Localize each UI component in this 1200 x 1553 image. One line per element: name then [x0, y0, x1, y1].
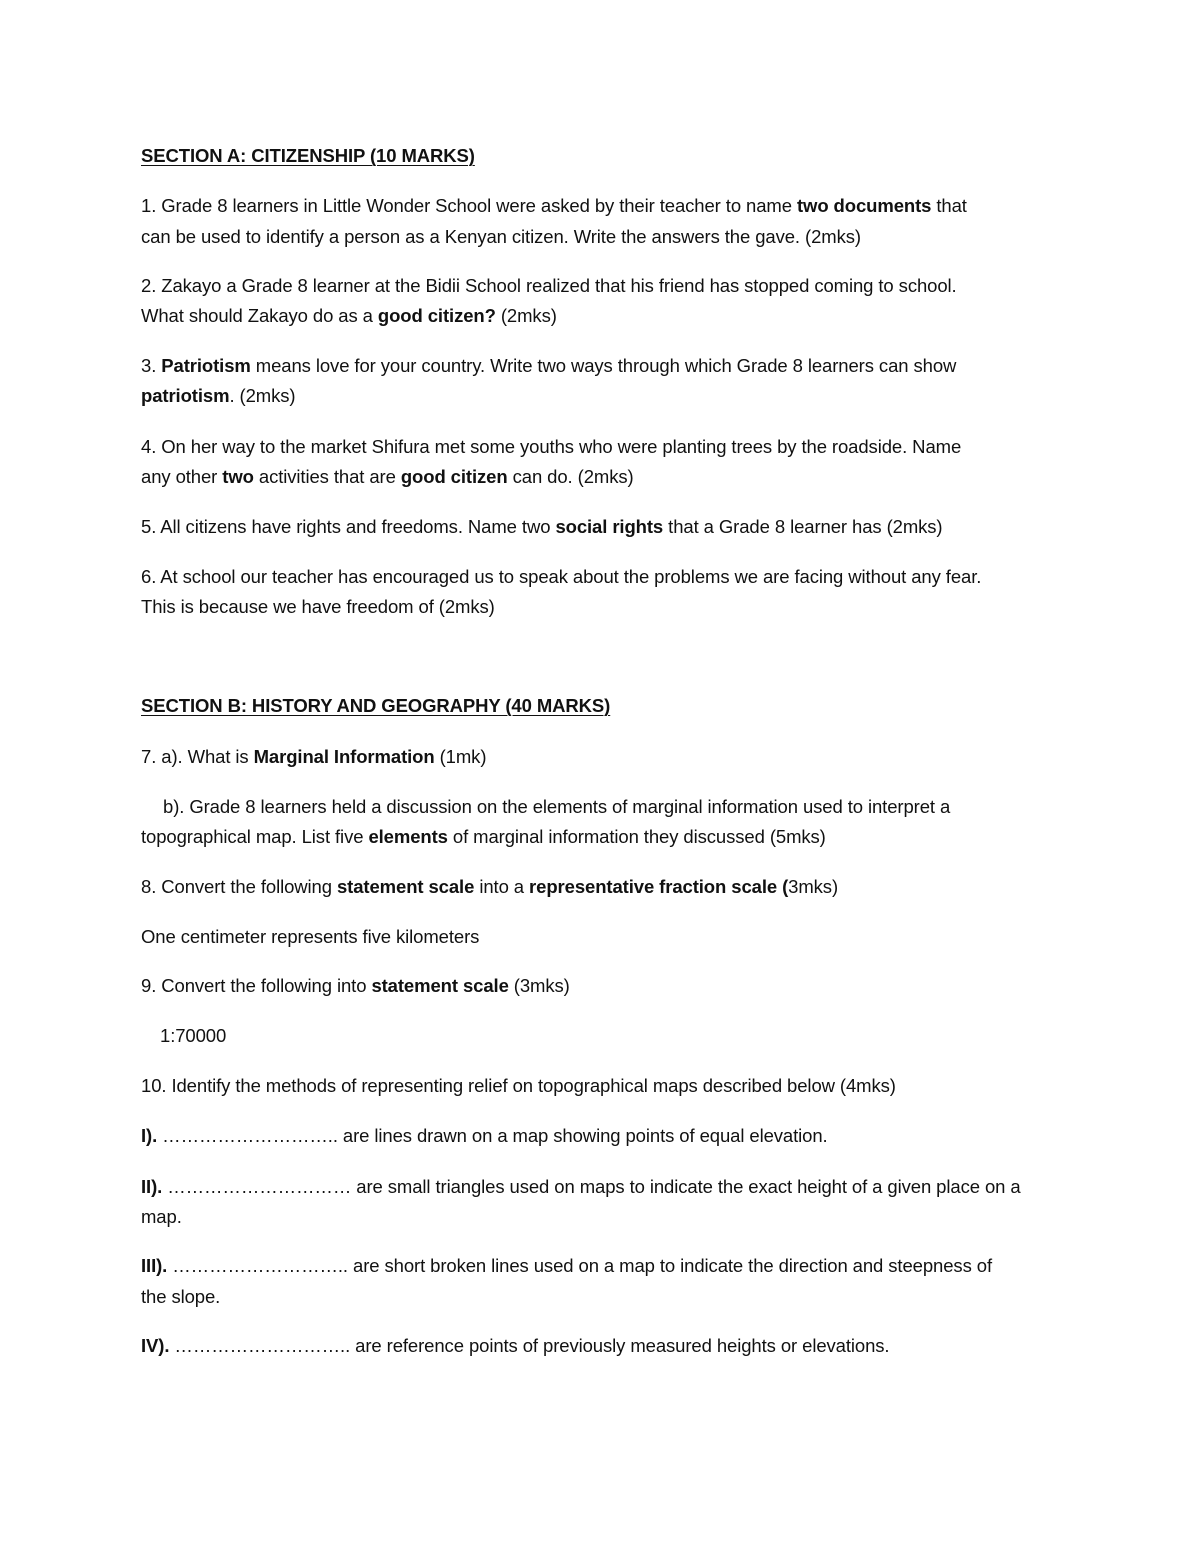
q7a-text-end: (1mk) [434, 746, 487, 767]
q4-text: any other [141, 466, 223, 487]
question-8-statement: One centimeter represents five kilometers [141, 926, 480, 947]
question-7b-line-2 [141, 822, 1071, 852]
q4-bold-2: good citizen [400, 466, 508, 487]
q3-number: 3. [141, 355, 162, 376]
q9-text: 9. Convert the following into [141, 975, 372, 996]
question-1-line-2: can be used to identify a person as a Kenyan citizen. Write the answers the gave. (2mks) [141, 226, 861, 247]
q8-text: 8. Convert the following [141, 876, 337, 897]
item-iii-text: are short broken lines used on a map to indicate the direction and steepness of [347, 1255, 992, 1276]
q7b-text-end: of marginal information they discussed (5mks) [447, 826, 826, 847]
q4-bold-1: two [222, 466, 254, 487]
q7b-bold: elements [368, 826, 448, 847]
question-10-item-ii-line-2: map. [141, 1206, 182, 1227]
question-5 [141, 512, 1071, 542]
q2-text-end: (2mks) [495, 305, 557, 326]
item-iv-number: IV). [141, 1335, 170, 1356]
q8-text-end: 3mks) [788, 876, 839, 897]
question-6-line-1: 6. At school our teacher has encouraged us to speak about the problems we are facing without any fear. [141, 566, 982, 587]
question-6-line-2: This is because we have freedom of (2mks) [141, 596, 495, 617]
q3-text: means love for your country. Write two ways through which Grade 8 learners can show [250, 355, 957, 376]
question-2-line-2 [141, 301, 1071, 331]
q1-text-end: that [931, 195, 967, 216]
question-9-ratio: 1:70000 [160, 1025, 227, 1046]
item-iv-text: are reference points of previously measured heights or elevations. [350, 1335, 890, 1356]
item-iv-blank: ……………………….. [169, 1335, 351, 1356]
q2-text: What should Zakayo do as a [141, 305, 378, 326]
q3-text-end: . (2mks) [229, 385, 296, 406]
question-10-item-iii [141, 1251, 1071, 1281]
section-a-heading: SECTION A: CITIZENSHIP (10 MARKS) [141, 145, 475, 166]
item-iii-blank: ……………………….. [167, 1255, 348, 1276]
question-10-intro: 10. Identify the methods of representing relief on topographical maps described below (4mks) [141, 1075, 896, 1096]
question-8 [141, 872, 1071, 902]
question-7b-line-1: b). Grade 8 learners held a discussion on the elements of marginal information used to interpret a [163, 796, 951, 817]
q8-bold-1: statement scale [336, 876, 475, 897]
q3-bold-2: patriotism [141, 385, 230, 406]
q8-text-mid: into a [474, 876, 530, 897]
question-3-line-1 [141, 351, 1071, 381]
q9-bold: statement scale [371, 975, 509, 996]
question-3-line-2 [141, 381, 1071, 411]
question-10-item-i [141, 1121, 1071, 1151]
question-4-line-2 [141, 462, 1071, 492]
q1-text: 1. Grade 8 learners in Little Wonder School were asked by their teacher to name [141, 195, 797, 216]
q3-bold: Patriotism [161, 355, 251, 376]
question-1-line-1 [141, 191, 1071, 221]
section-b-heading: SECTION B: HISTORY AND GEOGRAPHY (40 MARKS) [141, 695, 611, 716]
q8-bold-2: representative fraction scale ( [529, 876, 789, 897]
q1-bold: two documents [796, 195, 932, 216]
q7a-text: 7. a). What is [141, 746, 254, 767]
item-i-text: are lines drawn on a map showing points of equal elevation. [337, 1125, 828, 1146]
q2-bold: good citizen? [377, 305, 496, 326]
item-ii-text: are small triangles used on maps to indicate the exact height of a given place on a [351, 1176, 1021, 1197]
item-i-number: I). [141, 1125, 158, 1146]
q5-text: 5. All citizens have rights and freedoms. Name two [141, 516, 556, 537]
question-2-line-1: 2. Zakayo a Grade 8 learner at the Bidii School realized that his friend has stopped coming to school. [141, 275, 957, 296]
question-10-item-iii-line-2: the slope. [141, 1286, 221, 1307]
q7a-bold: Marginal Information [253, 746, 435, 767]
question-10-item-iv [141, 1331, 1071, 1361]
q4-text-end: can do. (2mks) [507, 466, 634, 487]
item-iii-number: III). [141, 1255, 168, 1276]
q4-text-mid: activities that are [253, 466, 401, 487]
q9-text-end: (3mks) [508, 975, 570, 996]
q5-bold: social rights [555, 516, 664, 537]
q5-text-end: that a Grade 8 learner has (2mks) [663, 516, 943, 537]
question-10-item-ii [141, 1172, 1071, 1202]
item-ii-number: II). [141, 1176, 163, 1197]
question-4-line-1: 4. On her way to the market Shifura met some youths who were planting trees by the roadside. Name [141, 436, 962, 457]
q7b-text: topographical map. List five [141, 826, 369, 847]
item-ii-blank: ………………………… [162, 1176, 352, 1197]
question-9 [141, 971, 1071, 1001]
item-i-blank: ……………………….. [157, 1125, 338, 1146]
question-7a [141, 742, 1071, 772]
